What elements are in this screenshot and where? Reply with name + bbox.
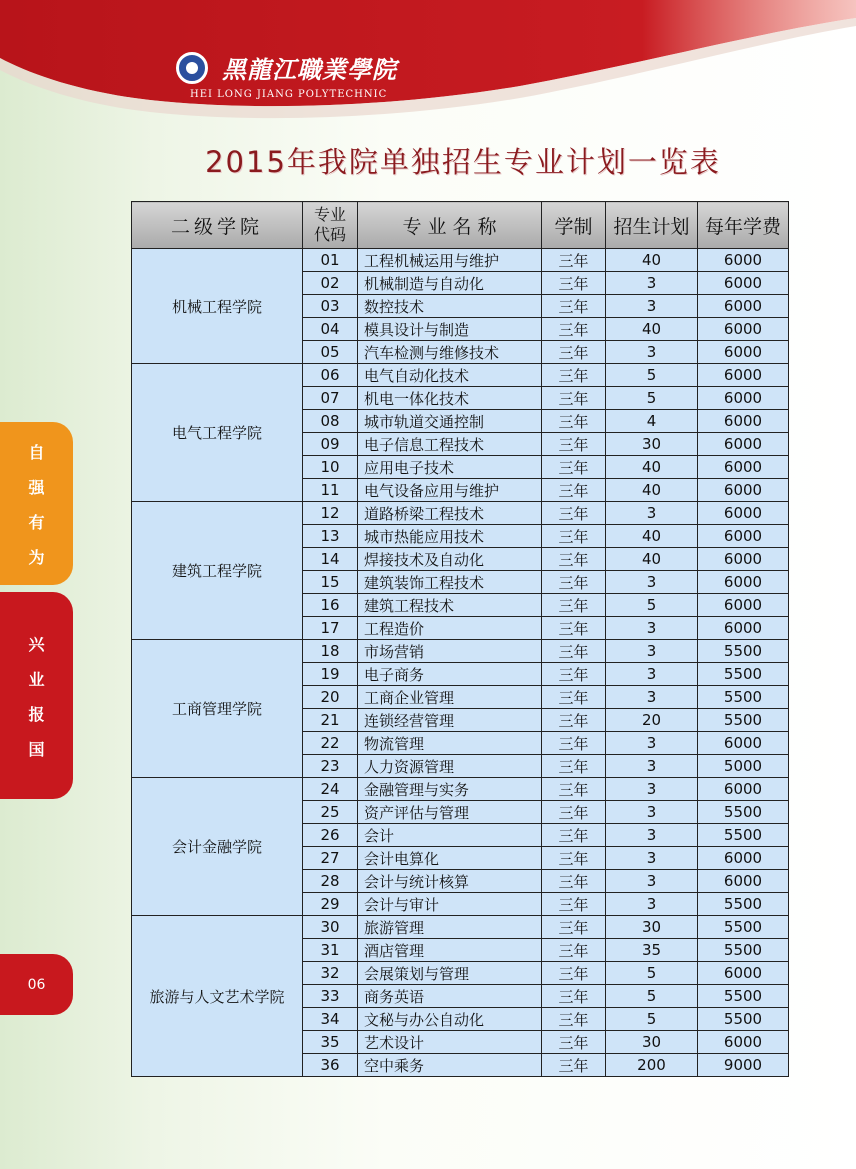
enrollment-plan: 3 (606, 778, 698, 801)
annual-fee: 5500 (698, 663, 789, 686)
duration: 三年 (542, 893, 606, 916)
major-name: 建筑装饰工程技术 (358, 571, 542, 594)
header-fee: 每年学费 (698, 202, 789, 249)
enrollment-plan: 4 (606, 410, 698, 433)
duration: 三年 (542, 1054, 606, 1077)
enrollment-plan: 30 (606, 916, 698, 939)
major-name: 电气设备应用与维护 (358, 479, 542, 502)
annual-fee: 5500 (698, 709, 789, 732)
annual-fee: 5500 (698, 686, 789, 709)
enrollment-plan: 40 (606, 479, 698, 502)
annual-fee: 6000 (698, 594, 789, 617)
table-row (132, 778, 789, 801)
duration: 三年 (542, 732, 606, 755)
annual-fee: 6000 (698, 962, 789, 985)
major-name: 机械制造与自动化 (358, 272, 542, 295)
enrollment-plan: 3 (606, 870, 698, 893)
school-logo (176, 52, 208, 84)
college-name: 机械工程学院 (132, 249, 303, 364)
enrollment-plan: 3 (606, 824, 698, 847)
duration: 三年 (542, 847, 606, 870)
enrollment-plan: 3 (606, 502, 698, 525)
major-name: 电子信息工程技术 (358, 433, 542, 456)
major-code: 05 (303, 341, 358, 364)
major-code: 34 (303, 1008, 358, 1031)
college-name: 电气工程学院 (132, 364, 303, 502)
major-name: 焊接技术及自动化 (358, 548, 542, 571)
annual-fee: 6000 (698, 456, 789, 479)
duration: 三年 (542, 502, 606, 525)
major-name: 旅游管理 (358, 916, 542, 939)
annual-fee: 6000 (698, 272, 789, 295)
major-code: 07 (303, 387, 358, 410)
table-row (132, 249, 789, 272)
header-banner (0, 0, 856, 140)
duration: 三年 (542, 801, 606, 824)
page-title: 2015年我院单独招生专业计划一览表 (205, 145, 721, 179)
annual-fee: 6000 (698, 433, 789, 456)
major-name: 会计 (358, 824, 542, 847)
annual-fee: 6000 (698, 387, 789, 410)
enrollment-plan: 3 (606, 571, 698, 594)
duration: 三年 (542, 916, 606, 939)
major-name: 汽车检测与维修技术 (358, 341, 542, 364)
header-code (303, 202, 358, 249)
major-code: 10 (303, 456, 358, 479)
side-tab-char: 报 (28, 704, 45, 724)
header-code-line2: 代码 (313, 225, 346, 244)
major-code: 17 (303, 617, 358, 640)
annual-fee: 6000 (698, 548, 789, 571)
enrollment-plan: 40 (606, 456, 698, 479)
enrollment-plan: 5 (606, 985, 698, 1008)
annual-fee: 6000 (698, 847, 789, 870)
major-code: 26 (303, 824, 358, 847)
table-body (132, 249, 789, 1077)
annual-fee: 6000 (698, 732, 789, 755)
duration: 三年 (542, 456, 606, 479)
major-code: 25 (303, 801, 358, 824)
table-row (132, 502, 789, 525)
annual-fee: 5500 (698, 985, 789, 1008)
duration: 三年 (542, 870, 606, 893)
major-code: 09 (303, 433, 358, 456)
major-code: 21 (303, 709, 358, 732)
table-row (132, 916, 789, 939)
major-name: 人力资源管理 (358, 755, 542, 778)
enrollment-plan: 200 (606, 1054, 698, 1077)
major-code: 03 (303, 295, 358, 318)
major-name: 电子商务 (358, 663, 542, 686)
side-tab-motto-1 (0, 422, 73, 585)
duration: 三年 (542, 433, 606, 456)
duration: 三年 (542, 640, 606, 663)
major-code: 28 (303, 870, 358, 893)
duration: 三年 (542, 686, 606, 709)
major-name: 金融管理与实务 (358, 778, 542, 801)
major-name: 数控技术 (358, 295, 542, 318)
duration: 三年 (542, 571, 606, 594)
annual-fee: 6000 (698, 778, 789, 801)
major-name: 工程造价 (358, 617, 542, 640)
major-name: 连锁经营管理 (358, 709, 542, 732)
major-code: 35 (303, 1031, 358, 1054)
enrollment-plan: 3 (606, 640, 698, 663)
enrollment-plan: 5 (606, 962, 698, 985)
college-name: 会计金融学院 (132, 778, 303, 916)
side-tab-char: 国 (28, 739, 45, 759)
annual-fee: 6000 (698, 571, 789, 594)
duration: 三年 (542, 778, 606, 801)
enrollment-plan: 40 (606, 318, 698, 341)
annual-fee: 6000 (698, 870, 789, 893)
major-code: 06 (303, 364, 358, 387)
table-row (132, 364, 789, 387)
side-tab-char: 强 (28, 477, 45, 497)
major-code: 19 (303, 663, 358, 686)
side-tab-char: 自 (28, 442, 45, 462)
major-name: 文秘与办公自动化 (358, 1008, 542, 1031)
major-name: 空中乘务 (358, 1054, 542, 1077)
annual-fee: 6000 (698, 318, 789, 341)
major-code: 36 (303, 1054, 358, 1077)
major-code: 13 (303, 525, 358, 548)
major-name: 城市热能应用技术 (358, 525, 542, 548)
major-code: 01 (303, 249, 358, 272)
major-name: 工商企业管理 (358, 686, 542, 709)
major-code: 33 (303, 985, 358, 1008)
annual-fee: 6000 (698, 525, 789, 548)
annual-fee: 5500 (698, 939, 789, 962)
major-code: 04 (303, 318, 358, 341)
major-code: 18 (303, 640, 358, 663)
major-code: 20 (303, 686, 358, 709)
duration: 三年 (542, 525, 606, 548)
enrollment-plan: 30 (606, 1031, 698, 1054)
duration: 三年 (542, 1008, 606, 1031)
enrollment-plan: 5 (606, 387, 698, 410)
college-name: 旅游与人文艺术学院 (132, 916, 303, 1077)
major-name: 城市轨道交通控制 (358, 410, 542, 433)
school-name-cn: 黑龍江職業學院 (222, 55, 397, 84)
duration: 三年 (542, 939, 606, 962)
college-name: 建筑工程学院 (132, 502, 303, 640)
enrollment-plan: 3 (606, 732, 698, 755)
major-name: 建筑工程技术 (358, 594, 542, 617)
major-name: 商务英语 (358, 985, 542, 1008)
duration: 三年 (542, 755, 606, 778)
header-duration: 学制 (542, 202, 606, 249)
header-code-line1: 专业 (313, 205, 346, 224)
major-code: 27 (303, 847, 358, 870)
duration: 三年 (542, 663, 606, 686)
college-name: 工商管理学院 (132, 640, 303, 778)
major-name: 市场营销 (358, 640, 542, 663)
annual-fee: 6000 (698, 249, 789, 272)
duration: 三年 (542, 318, 606, 341)
annual-fee: 5500 (698, 824, 789, 847)
enrollment-plan: 3 (606, 847, 698, 870)
page-number: 06 (0, 954, 73, 1015)
major-code: 23 (303, 755, 358, 778)
major-code: 08 (303, 410, 358, 433)
major-code: 24 (303, 778, 358, 801)
duration: 三年 (542, 962, 606, 985)
duration: 三年 (542, 364, 606, 387)
major-code: 15 (303, 571, 358, 594)
major-code: 16 (303, 594, 358, 617)
major-code: 29 (303, 893, 358, 916)
duration: 三年 (542, 272, 606, 295)
annual-fee: 9000 (698, 1054, 789, 1077)
enrollment-plan: 3 (606, 272, 698, 295)
major-code: 32 (303, 962, 358, 985)
major-name: 道路桥梁工程技术 (358, 502, 542, 525)
header-college: 二级学院 (132, 202, 303, 249)
major-code: 30 (303, 916, 358, 939)
table-header-row (132, 202, 789, 249)
annual-fee: 5500 (698, 640, 789, 663)
enrollment-plan-table (131, 201, 789, 1077)
annual-fee: 5000 (698, 755, 789, 778)
annual-fee: 6000 (698, 617, 789, 640)
duration: 三年 (542, 824, 606, 847)
side-tab-char: 有 (28, 512, 45, 532)
annual-fee: 6000 (698, 410, 789, 433)
enrollment-plan: 3 (606, 663, 698, 686)
enrollment-plan: 5 (606, 594, 698, 617)
enrollment-plan: 3 (606, 755, 698, 778)
enrollment-plan: 40 (606, 525, 698, 548)
major-name: 应用电子技术 (358, 456, 542, 479)
major-name: 模具设计与制造 (358, 318, 542, 341)
enrollment-plan: 3 (606, 686, 698, 709)
major-code: 31 (303, 939, 358, 962)
major-name: 电气自动化技术 (358, 364, 542, 387)
duration: 三年 (542, 341, 606, 364)
side-tab-char: 兴 (28, 634, 45, 654)
enrollment-plan: 3 (606, 801, 698, 824)
duration: 三年 (542, 479, 606, 502)
major-name: 资产评估与管理 (358, 801, 542, 824)
enrollment-plan: 3 (606, 295, 698, 318)
major-name: 会展策划与管理 (358, 962, 542, 985)
major-code: 12 (303, 502, 358, 525)
side-tab-char: 业 (28, 669, 45, 689)
side-tab-motto-2 (0, 592, 73, 799)
duration: 三年 (542, 410, 606, 433)
annual-fee: 6000 (698, 295, 789, 318)
side-tab-char: 为 (28, 547, 45, 567)
major-code: 11 (303, 479, 358, 502)
major-name: 会计电算化 (358, 847, 542, 870)
major-name: 会计与审计 (358, 893, 542, 916)
annual-fee: 6000 (698, 1031, 789, 1054)
duration: 三年 (542, 985, 606, 1008)
duration: 三年 (542, 1031, 606, 1054)
annual-fee: 6000 (698, 364, 789, 387)
header-plan: 招生计划 (606, 202, 698, 249)
enrollment-plan: 3 (606, 893, 698, 916)
major-name: 艺术设计 (358, 1031, 542, 1054)
major-code: 14 (303, 548, 358, 571)
annual-fee: 6000 (698, 479, 789, 502)
duration: 三年 (542, 249, 606, 272)
major-code: 22 (303, 732, 358, 755)
major-name: 酒店管理 (358, 939, 542, 962)
duration: 三年 (542, 709, 606, 732)
school-name-en: HEI LONG JIANG POLYTECHNIC (190, 89, 388, 100)
major-name: 会计与统计核算 (358, 870, 542, 893)
annual-fee: 6000 (698, 341, 789, 364)
major-name: 机电一体化技术 (358, 387, 542, 410)
annual-fee: 6000 (698, 502, 789, 525)
annual-fee: 5500 (698, 893, 789, 916)
major-name: 工程机械运用与维护 (358, 249, 542, 272)
header-major: 专 业 名 称 (358, 202, 542, 249)
table-row (132, 640, 789, 663)
annual-fee: 5500 (698, 916, 789, 939)
duration: 三年 (542, 594, 606, 617)
annual-fee: 5500 (698, 801, 789, 824)
enrollment-plan: 40 (606, 548, 698, 571)
enrollment-plan: 35 (606, 939, 698, 962)
enrollment-plan: 5 (606, 364, 698, 387)
duration: 三年 (542, 295, 606, 318)
enrollment-plan: 40 (606, 249, 698, 272)
enrollment-plan: 30 (606, 433, 698, 456)
enrollment-plan: 3 (606, 341, 698, 364)
enrollment-plan: 20 (606, 709, 698, 732)
duration: 三年 (542, 617, 606, 640)
enrollment-plan: 5 (606, 1008, 698, 1031)
duration: 三年 (542, 387, 606, 410)
enrollment-plan: 3 (606, 617, 698, 640)
duration: 三年 (542, 548, 606, 571)
major-name: 物流管理 (358, 732, 542, 755)
annual-fee: 5500 (698, 1008, 789, 1031)
major-code: 02 (303, 272, 358, 295)
